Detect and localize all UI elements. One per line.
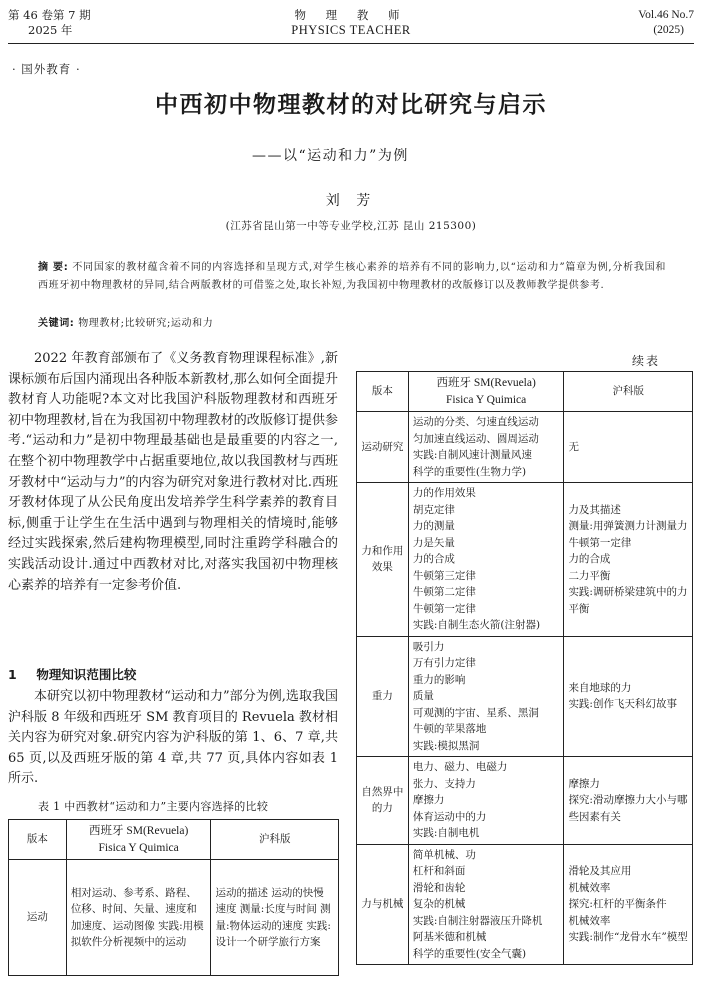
- cell-line: 实践:调研桥梁建筑中的力平衡: [568, 586, 688, 615]
- table-row: [357, 412, 693, 483]
- section-title: 物理知识范围比较: [36, 667, 137, 682]
- cell-line: 电力、磁力、电磁力: [412, 761, 508, 773]
- keywords-label: 关键词:: [38, 318, 75, 329]
- cell-line: 万有引力定律: [412, 657, 476, 669]
- row-topic: 重力: [357, 636, 409, 757]
- row-spain-content: [408, 412, 564, 483]
- cell-line: 来自地球的力: [568, 681, 632, 694]
- cell-line: 机械效率: [568, 881, 611, 894]
- cell-line: 力的合成: [412, 553, 455, 565]
- cell-line: 力及其描述: [568, 503, 621, 516]
- section-number: 1: [8, 667, 17, 682]
- cell-line: 滑轮和齿轮: [412, 881, 466, 894]
- cell-line: 力的作用效果: [412, 487, 476, 499]
- abstract-label: 摘 要:: [38, 262, 69, 273]
- row-hk-content: [564, 636, 693, 757]
- row-hk-content: 运动的描述 运动的快慢 速度 测量:长度与时间 测量:物体运动的速度 实践:设计一个研学旅行方案: [211, 860, 339, 976]
- cell-line: 重力的影响: [412, 673, 466, 686]
- cell-line: 机械效率: [568, 914, 611, 927]
- table-row: [357, 636, 693, 757]
- volume-issue-cn: 第 46 卷第 7 期: [8, 8, 91, 22]
- cell-line: 滑轮及其应用: [568, 865, 632, 877]
- cell-line: 胡克定律: [412, 503, 455, 516]
- header-hk: 沪科版: [211, 820, 339, 860]
- table-row: [357, 757, 693, 845]
- year-cn: 2025 年: [28, 23, 73, 37]
- author-name: 刘 芳: [325, 193, 377, 209]
- header-divider: [8, 43, 694, 44]
- row-hk-content: [564, 483, 693, 637]
- cell-line: 阿基米德和机械: [412, 931, 487, 943]
- header-spain-line1: 西班牙 SM(Revuela): [88, 825, 189, 837]
- abstract-text: 不同国家的教材蕴含着不同的内容选择和呈现方式,对学生核心素养的培养有不同的影响力,以“运动和力”篇章为例,分析我国和西班牙初中物理教材的异同,结合两版教材的可借鉴之处,取长补短,为我国初中物理教材的改版修订以及教师教学提供参考.: [38, 262, 667, 291]
- cell-line: 无: [568, 440, 579, 453]
- comparison-table-1: [8, 819, 339, 976]
- cell-line: 探究:滑动摩擦力大小与哪些因素有关: [568, 794, 688, 823]
- row-spain-content: [408, 483, 564, 637]
- continued-label: 续表: [632, 354, 661, 368]
- row-hk-content: [564, 412, 693, 483]
- table-row: [9, 860, 339, 976]
- cell-line: 牛顿的苹果落地: [412, 723, 487, 735]
- journal-name-cn: 物 理 教 师: [294, 8, 408, 22]
- table-row: [357, 844, 693, 965]
- row-spain-content: [408, 757, 564, 845]
- comparison-table-continued: [356, 371, 693, 965]
- intro-paragraph: 2022 年教育部颁布了《义务教育物理课程标准》,新课标颁布后国内涌现出各种版本新教材,那么如何全面提升教材育人功能呢?本文对比我国沪科版物理教材和西班牙初中物理教材,旨在为我国初中物理教材的改版修订提供参考.“运动和力”是初中物理最基础也是最重要的内容之一,在整个初中物理教学中占据重要地位,故以我国教材与西班牙教材中“运动与力”的内容为研究对象进行教材对比.西班牙教材体现了从公民角度出发培养学生科学素养的教育目标,侧重于让学生在生活中遇到与物理相关的情境时,能够经过实践探索,然后建构物理模型,同时注重跨学科融合的实践活动设计.通过中西教材对比,对落实我国初中物理核心素养的培养有一定参考价值.: [8, 351, 338, 593]
- cell-line: 质量: [412, 690, 434, 702]
- cell-line: 张力、支持力: [412, 777, 476, 790]
- row-hk-content: [564, 844, 693, 965]
- cell-line: 探究:杠杆的平衡条件: [568, 898, 667, 910]
- cell-line: 科学的重要性(安全气囊): [412, 947, 527, 960]
- keywords-text: 物理教材;比较研究;运动和力: [78, 318, 214, 329]
- cell-line: 科学的重要性(生物力学): [412, 465, 527, 478]
- row-topic: 力与机械: [357, 844, 409, 965]
- header-spain: [66, 820, 211, 860]
- cell-line: 牛顿第二定律: [412, 586, 476, 598]
- header-version: 版本: [9, 820, 67, 860]
- article-subtitle: ——以“运动和力”为例: [252, 148, 409, 164]
- header-version: 版本: [357, 372, 409, 412]
- cell-line: 可观测的宇宙、星系、黑洞: [412, 706, 539, 719]
- running-header-right: [638, 8, 694, 38]
- running-header-center: [0, 8, 702, 38]
- journal-name-en: PHYSICS TEACHER: [291, 23, 411, 37]
- header-spain-line2: Fisica Y Quimica: [98, 841, 179, 854]
- cell-line: 吸引力: [412, 640, 445, 653]
- cell-line: 实践:自制电机: [412, 827, 480, 839]
- row-hk-content: [564, 757, 693, 845]
- cell-line: 摩擦力: [568, 777, 600, 790]
- cell-line: 实践:模拟黑洞: [412, 739, 480, 752]
- header-hk: 沪科版: [564, 372, 693, 412]
- cell-line: 牛顿第一定律: [412, 602, 476, 615]
- cell-line: 牛顿第三定律: [412, 569, 476, 582]
- cell-line: 实践:自制风速计测量风速: [412, 449, 532, 461]
- section-paragraph: 本研究以初中物理教材“运动和力”部分为例,选取我国沪科版 8 年级和西班牙 SM 教育项目的 Revuela 教材相关内容为研究对象.研究内容为沪科版的第 1、6、7 章,共 65 页,以及西班牙版的第 4 章,共 77 页,具体内容如表 1 所示.: [8, 689, 338, 787]
- table-row: [357, 483, 693, 637]
- row-spain-content: [408, 636, 564, 757]
- cell-line: 摩擦力: [412, 794, 445, 806]
- keywords: [38, 316, 666, 332]
- cell-line: 实践:自制生态火箭(注射器): [412, 619, 541, 631]
- article-title: 中西初中物理教材的对比研究与启示: [155, 92, 547, 118]
- cell-line: 体育运动中的力: [412, 810, 487, 823]
- section-heading: [8, 665, 136, 683]
- cell-line: 实践:自制注射器液压升降机: [412, 914, 543, 927]
- column-tag: · 国外教育 ·: [12, 62, 81, 76]
- abstract: [38, 259, 666, 295]
- cell-line: 运动的分类、匀速直线运动: [412, 416, 539, 428]
- header-spain: [408, 372, 564, 412]
- table-body: [357, 412, 693, 965]
- row-topic: 运动: [9, 860, 67, 976]
- row-topic: 自然界中的力: [357, 757, 409, 845]
- cell-line: 匀加速直线运动、圆周运动: [412, 432, 539, 445]
- cell-line: 实践:创作飞天科幻故事: [568, 698, 677, 711]
- cell-line: 杠杆和斜面: [412, 865, 466, 877]
- row-topic: 力和作用效果: [357, 483, 409, 637]
- table-header-row: [357, 372, 693, 412]
- cell-line: 力的测量: [412, 520, 455, 532]
- volume-issue-en: Vol.46 No.7: [638, 9, 694, 21]
- table1-caption: 表 1 中西教材“运动和力”主要内容选择的比较: [38, 800, 269, 813]
- year-en: (2025): [653, 24, 684, 36]
- header-spain-line1: 西班牙 SM(Revuela): [436, 377, 536, 389]
- cell-line: 复杂的机械: [412, 898, 466, 910]
- row-topic: 运动研究: [357, 412, 409, 483]
- cell-line: 力的合成: [568, 553, 611, 565]
- cell-line: 牛顿第一定律: [568, 536, 632, 549]
- cell-line: 简单机械、功: [412, 848, 476, 861]
- row-spain-content: [408, 844, 564, 965]
- header-spain-line2: Fisica Y Quimica: [446, 393, 527, 406]
- row-spain-content: 相对运动、参考系、路程、位移、时间、矢量、速度和加速度、运动图像 实践:用模拟软件分析视频中的运动: [66, 860, 211, 976]
- cell-line: 实践:制作“龙骨水车”模型: [568, 931, 688, 943]
- cell-line: 力是矢量: [412, 536, 455, 549]
- table-header-row: [9, 820, 339, 860]
- cell-line: 二力平衡: [568, 569, 611, 582]
- author-affiliation: (江苏省昆山第一中等专业学校,江苏 昆山 215300): [225, 220, 477, 232]
- cell-line: 测量:用弹簧测力计测量力: [568, 520, 688, 532]
